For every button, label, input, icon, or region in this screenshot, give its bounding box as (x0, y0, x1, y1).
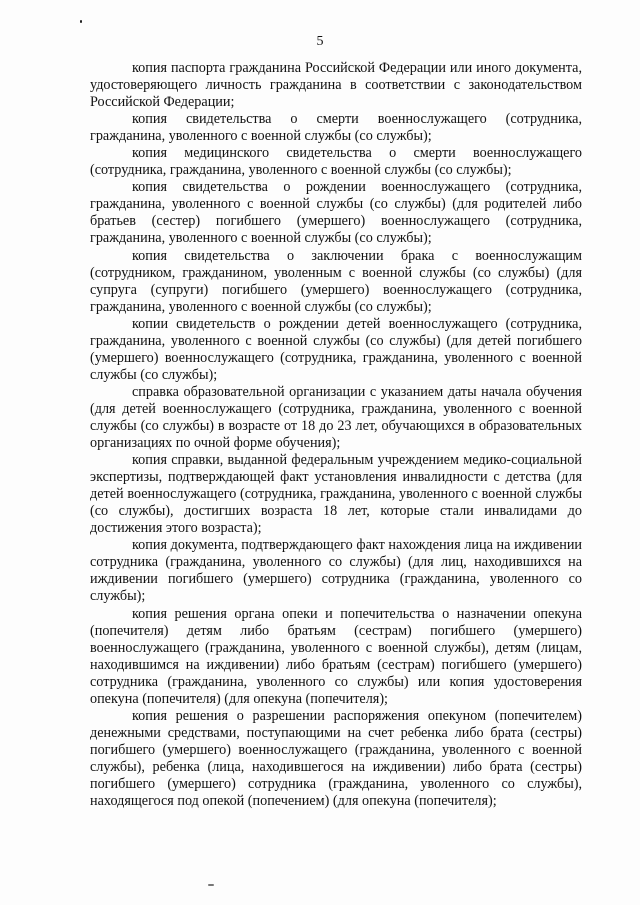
list-item-guardianship-decision: копия решения органа опеки и попечительства о назначении опекуна (попечителя) детям либо братьям (сестрам) погибшего (умершего) военнослужащего (гражданина, уволенного с военной службы), детям (лицам, находившимся на иждивении) либо братьям (сестрам) погибшего (умершего) сотрудника (гражданина, уволенного со службы) или копия удостоверения опекуна (попечителя) (для опекуна (попечителя); (90, 605, 582, 707)
scan-speck (208, 884, 214, 886)
list-item-medical-death-certificate: копия медицинского свидетельства о смерти военнослужащего (сотрудника, гражданина, уволенного с военной службы (со службы); (90, 145, 582, 179)
list-item-funds-disposal-decision: копия решения о разрешении распоряжения опекуном (попечителем) денежными средствами, поступающими на счет ребенка либо брата (сестры) погибшего (умершего) военнослужащего (гражданина, уволенного с военной службы), ребенка (лица, находившегося на иждивении) либо брата (сестры) погибшего (умершего) сотрудника (гражданина, уволенного со службы), находящегося под опекой (попечением) (для опекуна (попечителя); (90, 707, 582, 810)
list-item-death-certificate: копия свидетельства о смерти военнослужащего (сотрудника, гражданина, уволенного с военной службы (со службы); (90, 111, 582, 145)
document-body (90, 60, 582, 810)
list-item-disability-certificate: копия справки, выданной федеральным учреждением медико-социальной экспертизы, подтверждающей факт установления инвалидности с детства (для детей военнослужащего (сотрудника, гражданина, уволенного с военной службы (со службы), достигших возраста 18 лет, которые стали инвалидами до достижения этого возраста); (90, 452, 582, 537)
scan-speck (80, 20, 82, 23)
page-number: 5 (316, 34, 324, 49)
list-item-marriage-certificate: копия свидетельства о заключении брака с военнослужащим (сотрудником, гражданином, уволенным с военной службы (со службы) (для супруга (супруги) погибшего (умершего) военнослужащего (сотрудника, гражданина, уволенного с военной службы (со службы); (90, 247, 582, 315)
list-item-education-certificate: справка образовательной организации с указанием даты начала обучения (для детей военнослужащего (сотрудника, гражданина, уволенного с военной службы (со службы) в возрасте от 18 до 23 лет, обучающихся в образовательных организациях по очной форме обучения); (90, 383, 582, 452)
list-item-children-birth-certificates: копии свидетельств о рождении детей военнослужащего (сотрудника, гражданина, уволенного с военной службы (со службы) (для детей погибшего (умершего) военнослужащего (сотрудника, гражданина, уволенного с военной службы (со службы); (90, 315, 582, 383)
list-item-birth-certificate: копия свидетельства о рождении военнослужащего (сотрудника, гражданина, уволенного с военной службы (со службы) (для родителей либо братьев (сестер) погибшего (умершего) военнослужащего (сотрудника, гражданина, уволенного с военной службы (со службы); (90, 179, 582, 247)
list-item-dependency-document: копия документа, подтверждающего факт нахождения лица на иждивении сотрудника (гражданина, уволенного со службы) (для лиц, находившихся на иждивении погибшего (умершего) сотрудника (гражданина, уволенного со службы); (90, 537, 582, 605)
list-item-passport-copy: копия паспорта гражданина Российской Федерации или иного документа, удостоверяющего личность гражданина в соответствии с законодательством Российской Федерации; (90, 60, 582, 111)
